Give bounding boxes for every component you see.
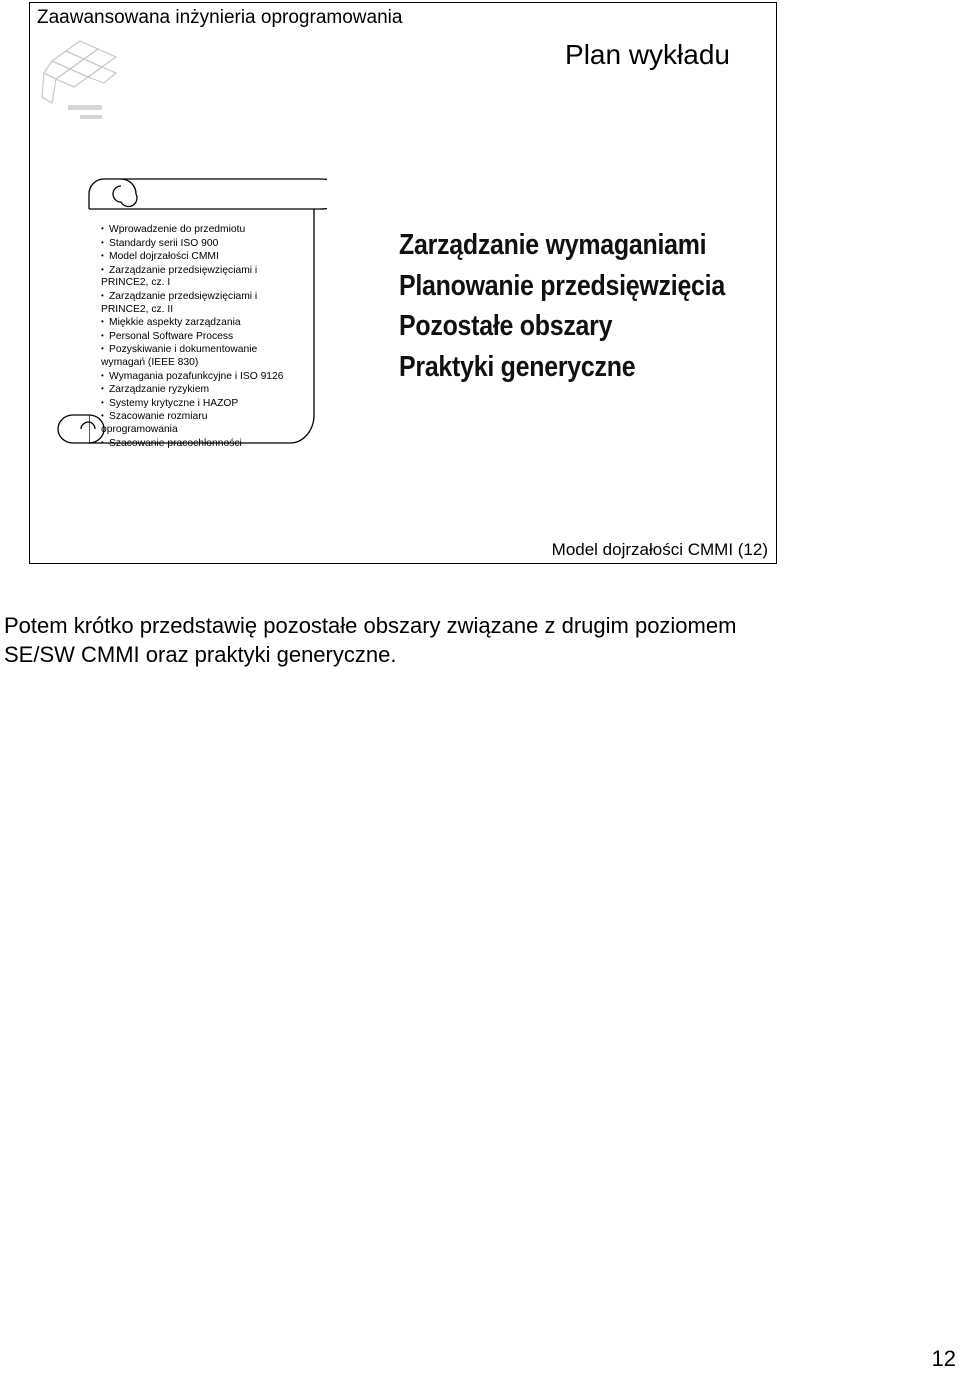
notes-line: Potem krótko przedstawię pozostałe obszary związane z drugim poziomem: [4, 613, 737, 638]
agenda-item: • Standardy serii ISO 900: [101, 237, 306, 251]
speaker-notes: [4, 611, 904, 669]
agenda-item: PRINCE2, cz. II: [101, 303, 174, 315]
topic-item: Praktyki generyczne: [399, 350, 636, 383]
page-number: 12: [931, 1346, 956, 1371]
agenda-item: PRINCE2, cz. I: [101, 277, 171, 289]
slide-footer: Model dojrzałości CMMI (12): [551, 540, 768, 559]
agenda-item: • Szacowanie pracochłonności: [101, 437, 306, 451]
topic-item: Zarządzanie wymaganiami: [399, 229, 707, 261]
course-title: Zaawansowana inżynieria oprogramowania: [37, 7, 403, 28]
topic-item: Planowanie przedsięwzięcia: [399, 269, 725, 302]
agenda-item: • Wymagania pozafunkcyjne i ISO 9126: [101, 370, 306, 384]
university-logo: [40, 33, 130, 128]
agenda-list: [101, 223, 306, 450]
agenda-item: • Systemy krytyczne i HAZOP: [101, 397, 306, 411]
agenda-item: • Wprowadzenie do przedmiotu: [101, 223, 306, 237]
agenda-item: • Szacowanie rozmiaru: [101, 410, 306, 424]
agenda-item: • Zarządzanie przedsięwzięciami i: [101, 290, 306, 304]
topics-list: [399, 225, 778, 387]
agenda-item: oprogramowania: [101, 423, 178, 435]
slide-frame: [29, 2, 777, 564]
agenda-item: • Personal Software Process: [101, 330, 306, 344]
notes-line: SE/SW CMMI oraz praktyki generyczne.: [4, 642, 397, 667]
topic-item: Pozostałe obszary: [399, 310, 613, 342]
agenda-item: • Model dojrzałości CMMI: [101, 250, 306, 264]
agenda-item: • Zarządzanie ryzykiem: [101, 383, 306, 397]
agenda-item: • Zarządzanie przedsięwzięciami i: [101, 264, 306, 278]
agenda-item: • Miękkie aspekty zarządzania: [101, 316, 306, 330]
slide-title: Plan wykładu: [565, 39, 730, 70]
agenda-item: wymagań (IEEE 830): [101, 356, 199, 368]
agenda-item: • Pozyskiwanie i dokumentowanie: [101, 343, 306, 357]
